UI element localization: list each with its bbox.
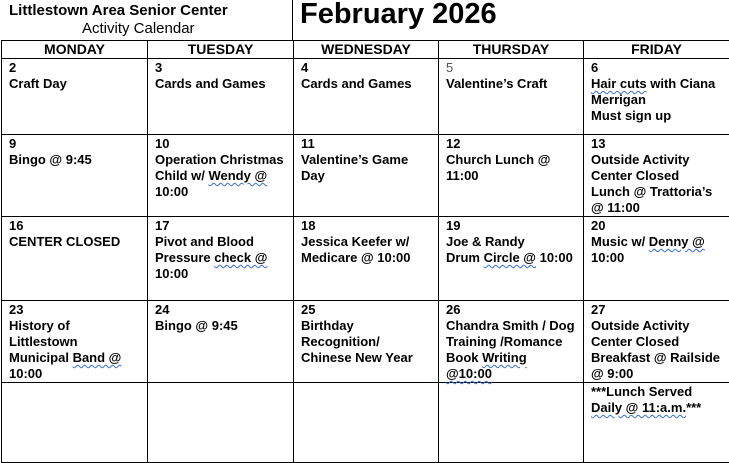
event-text: Hair cuts with Ciana [591,76,729,92]
day-cell [584,383,729,463]
event-text: Joe & Randy [446,234,583,250]
event-text: Bingo @ 9:45 [155,318,293,334]
date-number: 11 [301,136,438,152]
date-number: 17 [155,218,293,234]
day-cell [2,59,148,135]
event-text: Merrigan [591,92,729,108]
event-text: @ 9:00 [591,366,729,382]
weekday-header-row [2,41,729,59]
date-number: 5 [446,60,583,76]
date-number: 2 [9,60,147,76]
event-text: Drum Circle @ 10:00 [446,250,583,266]
event-text: Outside Activity [591,318,729,334]
date-number: 6 [591,60,729,76]
weekday-wednesday: WEDNESDAY [294,41,439,59]
day-cell [439,135,584,217]
event-text: Book Writing [446,350,583,366]
event-text: CENTER CLOSED [9,234,147,250]
day-cell [439,383,584,463]
event-text: Littlestown [9,334,147,350]
date-number: 3 [155,60,293,76]
event-text: Outside Activity [591,152,729,168]
date-number: 24 [155,302,293,318]
spellcheck-underlined-text: Daily @ 11:a.m. [591,400,686,415]
event-text: Birthday [301,318,438,334]
day-cell [148,383,294,463]
day-cell [2,217,148,301]
date-number: 26 [446,302,583,318]
day-cell [584,217,729,301]
week-row [2,383,729,463]
event-text: Valentine’s Game [301,152,438,168]
day-cell [148,217,294,301]
event-text: Cards and Games [155,76,293,92]
event-text: 10:00 [591,250,729,266]
day-cell [584,59,729,135]
date-number: 27 [591,302,729,318]
day-cell [294,301,439,383]
event-text: Chandra Smith / Dog [446,318,583,334]
spellcheck-underlined-text: Band @ [73,350,122,365]
weekday-monday: MONDAY [2,41,148,59]
date-number: 10 [155,136,293,152]
calendar-grid [1,40,729,463]
date-number: 13 [591,136,729,152]
event-text: @ 11:00 [591,200,729,216]
event-text: Training /Romance [446,334,583,350]
event-text: Day [301,168,438,184]
event-text: Center Closed [591,168,729,184]
spellcheck-underlined-text: @10:00 [446,366,492,381]
month-title: February 2026 [300,0,497,31]
event-text: Lunch @ Trattoria’s [591,184,729,200]
day-cell [439,59,584,135]
event-text: Chinese New Year [301,350,438,366]
week-row [2,135,729,217]
event-text: Child w/ Wendy @ [155,168,293,184]
event-text: Medicare @ 10:00 [301,250,438,266]
weekday-tuesday: TUESDAY [148,41,294,59]
event-text: Bingo @ 9:45 [9,152,147,168]
spellcheck-underlined-text: Writing [482,350,527,365]
header-left [0,0,293,41]
spellcheck-underlined-text: Wendy @ [208,168,267,183]
event-text: 10:00 [155,184,293,200]
date-number: 4 [301,60,438,76]
date-number: 20 [591,218,729,234]
day-cell [294,217,439,301]
day-cell [148,59,294,135]
day-cell [2,135,148,217]
event-text: Valentine’s Craft [446,76,583,92]
event-text: ***Lunch Served [591,384,729,400]
weekday-friday: FRIDAY [584,41,729,59]
event-text: Must sign up [591,108,729,124]
weekday-thursday: THURSDAY [439,41,584,59]
weeks-body [2,59,729,463]
date-number: 19 [446,218,583,234]
date-number: 9 [9,136,147,152]
spellcheck-underlined-text: Hair cuts [591,76,647,91]
date-number: 18 [301,218,438,234]
event-text: Pivot and Blood [155,234,293,250]
week-row [2,301,729,383]
day-cell [294,383,439,463]
calendar-subtitle: Activity Calendar [82,20,195,37]
day-cell [439,301,584,383]
event-text: Operation Christmas [155,152,293,168]
week-row [2,217,729,301]
event-text: Church Lunch @ [446,152,583,168]
day-cell [584,135,729,217]
event-text: Daily @ 11:a.m.*** [591,400,729,416]
day-cell [294,59,439,135]
event-text: Music w/ Denny @ [591,234,729,250]
event-text: Center Closed [591,334,729,350]
day-cell [2,301,148,383]
event-text: Cards and Games [301,76,438,92]
spellcheck-underlined-text: Circle @ [484,250,536,265]
date-number: 12 [446,136,583,152]
event-text [446,366,583,382]
spellcheck-underlined-text: Denny @ [649,234,705,249]
event-text: Craft Day [9,76,147,92]
date-number: 25 [301,302,438,318]
event-text: Jessica Keefer w/ [301,234,438,250]
event-text: 11:00 [446,168,583,184]
event-text: Recognition/ [301,334,438,350]
event-text: Municipal Band @ [9,350,147,366]
day-cell [148,135,294,217]
day-cell [439,217,584,301]
day-cell [584,301,729,383]
day-cell [148,301,294,383]
date-number: 16 [9,218,147,234]
event-text: 10:00 [155,266,293,282]
date-number: 23 [9,302,147,318]
day-cell [294,135,439,217]
event-text: History of [9,318,147,334]
event-text: Pressure check @ [155,250,293,266]
org-name: Littlestown Area Senior Center [9,2,228,19]
spellcheck-underlined-text: check @ [214,250,267,265]
event-text: 10:00 [9,366,147,382]
day-cell [2,383,148,463]
event-text: Breakfast @ Railside [591,350,729,366]
week-row [2,59,729,135]
